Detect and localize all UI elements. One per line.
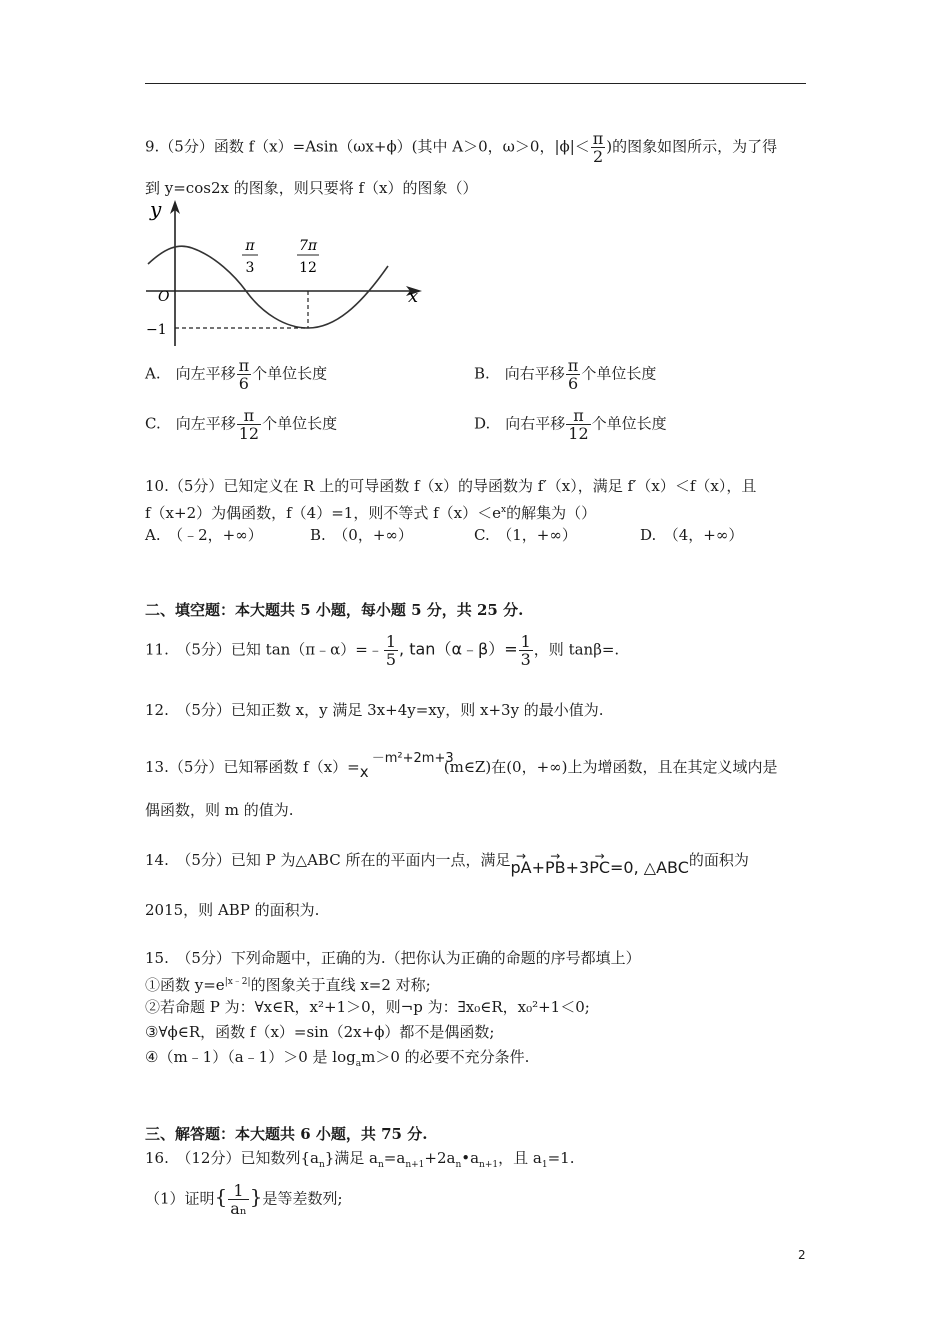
q9-line2: 到 y=cos2x 的图象，则只要将 f（x）的图象（） [145, 179, 478, 197]
q15-item1-a: ①函数 y=e [145, 976, 225, 994]
q9-optA-den: 6 [238, 374, 249, 393]
tick-7pi12-num: 7π [298, 238, 318, 254]
header-rule [145, 83, 806, 84]
q12: 12. （5分）已知正数 x，y 满足 3x+4y=xy，则 x+3y 的最小值为. [145, 701, 604, 719]
q14-vector-equation [510, 858, 688, 877]
q9-text-b: )的图象如图所示，为了得 [606, 137, 778, 156]
q9-optC-num: π [237, 407, 261, 425]
q16-frac-num: 1 [228, 1182, 248, 1200]
q15-item1 [145, 972, 431, 995]
q15-item2: ②若命题 P 为：∀x∈R，x²+1＞0，则¬p 为：∃x₀∈R，x₀²+1＜0; [145, 998, 590, 1016]
q9-optC-frac [237, 407, 261, 442]
q16-frac-den: aₙ [230, 1199, 247, 1218]
q15-item4 [145, 1047, 529, 1074]
q9-optB-suffix: 个单位长度 [581, 364, 657, 383]
q14-eq: =0, △ABC [610, 858, 689, 877]
q9-optD-den: 12 [568, 424, 589, 443]
q15-item1-exp: |x﹣2| [224, 977, 251, 987]
q10-line2 [145, 500, 596, 523]
q9-optD-prefix: D. 向右平移 [474, 414, 566, 433]
q10-line2-b: 的解集为（） [506, 504, 597, 522]
q9-sine-graph [140, 198, 425, 350]
q13-suffix: (m∈Z)在(0，+∞)上为增函数，且在其定义域内是 [443, 758, 778, 776]
neg-one-label: −1 [146, 322, 167, 338]
y-label: y [150, 198, 162, 221]
q9-optD-frac [566, 407, 590, 442]
q15-item1-b: 的图象关于直线 x=2 对称; [250, 976, 431, 994]
q15-item4-sub: a [355, 1059, 362, 1069]
q16-a: 16. （12分）已知数列{a [145, 1149, 319, 1167]
q9-line1 [145, 130, 777, 165]
q11-frac1 [384, 633, 398, 668]
x-label: x [408, 286, 419, 307]
q10-option-c: C. （1，+∞） [474, 526, 577, 544]
q10-option-b: B. （0，+∞） [310, 526, 413, 544]
q11-prefix: 11. （5分）已知 tan（π﹣α）=﹣ [145, 640, 383, 659]
q16-g: =1. [547, 1149, 575, 1167]
q9-optC-prefix: C. 向左平移 [145, 414, 236, 433]
q16-e: •a [461, 1149, 480, 1167]
q10-option-a: A. （﹣2，+∞） [145, 526, 263, 544]
q16-line1 [145, 1148, 574, 1175]
q10-line1: 10.（5分）已知定义在 R 上的可导函数 f（x）的导函数为 f′（x），满足 f′（x）＜f（x），且 [145, 477, 757, 495]
q9-text-a: 9.（5分）函数 f（x）=Asin（ωx+ϕ）(其中 A＞0，ω＞0，|ϕ|＜ [145, 137, 590, 156]
q10-line2-a: f（x+2）为偶函数，f（4）=1，则不等式 f（x）＜e [145, 504, 501, 522]
q13-line2: 偶函数，则 m 的值为. [145, 801, 294, 819]
q9-frac-num: π [592, 129, 604, 148]
section-2-heading: 二、填空题：本大题共 5 小题，每小题 5 分，共 25 分. [145, 601, 524, 619]
q9-optA-prefix: A. 向左平移 [145, 364, 236, 383]
q11-frac2-num: 1 [520, 632, 531, 651]
q11-frac1-num: 1 [385, 632, 397, 651]
q11-frac1-den: 5 [385, 650, 397, 669]
q16-c: =a [383, 1149, 406, 1167]
vector-pb: → PB [545, 858, 566, 878]
q15-item3: ③∀ϕ∈R，函数 f（x）=sin（2x+ϕ）都不是偶函数; [145, 1023, 495, 1041]
q9-optB-prefix: B. 向右平移 [474, 364, 565, 383]
q11-middle: , tan（α﹣β）= [399, 639, 518, 659]
q16-sub2: n [378, 1160, 384, 1170]
tick-pi3-num: π [245, 238, 255, 254]
q14-prefix: 14. （5分）已知 P 为△ABC 所在的平面内一点，满足 [145, 851, 511, 869]
q14-plus2: +3 [565, 858, 590, 877]
q16-sub1: n [318, 1160, 325, 1170]
tick-pi3-den: 3 [245, 260, 255, 276]
q15-line1: 15. （5分）下列命题中，正确的为.（把你认为正确的命题的序号都填上） [145, 949, 641, 967]
q11-frac2-den: 3 [520, 650, 531, 669]
q16-frac [228, 1182, 248, 1217]
q16-sub5: n+1 [479, 1160, 499, 1170]
q9-optA-num: π [238, 356, 250, 375]
q9-optC-den: 12 [238, 424, 260, 443]
q11-suffix: ，则 tanβ=. [533, 640, 620, 659]
q16-b: }满足 a [324, 1149, 378, 1167]
q16-close-brace: } [249, 1184, 263, 1209]
q13-line1 [145, 751, 778, 781]
page-number: 2 [798, 1248, 806, 1262]
q13-prefix: 13.（5分）已知幂函数 f（x）= [145, 758, 360, 776]
q9-optB-frac [566, 357, 581, 392]
q16-f: ，且 a [498, 1149, 542, 1167]
q16-d: +2a [424, 1149, 456, 1167]
q10-option-d: D. （4，+∞） [640, 526, 744, 544]
q9-option-b [474, 357, 656, 392]
q11 [145, 633, 619, 668]
q14-suffix: 的面积为 [688, 851, 749, 869]
q9-option-d [474, 407, 667, 442]
q9-optB-num: π [567, 356, 579, 375]
q9-optB-den: 6 [567, 374, 579, 393]
q9-optC-suffix: 个单位长度 [262, 414, 338, 433]
q13-base: x [359, 763, 369, 781]
sine-curve [148, 246, 388, 328]
q16-open-brace: { [214, 1184, 228, 1209]
q15-item4-b: m＞0 的必要不充分条件. [361, 1048, 530, 1066]
q9-option-c [145, 407, 337, 442]
tick-7pi12-den: 12 [299, 260, 317, 276]
q14-line2: 2015，则 ABP 的面积为. [145, 901, 320, 919]
q9-optD-suffix: 个单位长度 [591, 414, 667, 433]
origin-label: O [158, 289, 170, 305]
q9-optA-suffix: 个单位长度 [252, 364, 328, 383]
q13-power [359, 751, 454, 781]
q9-frac-den: 2 [592, 147, 604, 166]
q9-option-a [145, 357, 327, 392]
q16-sub3: n+1 [405, 1160, 425, 1170]
vector-pa: → pA [510, 858, 531, 878]
q11-frac2 [519, 633, 533, 668]
q16-part1-prefix: （1）证明 [145, 1189, 215, 1208]
q14-line1 [145, 850, 749, 877]
q14-plus1: + [531, 858, 545, 877]
q16-part1-suffix: 是等差数列; [262, 1189, 343, 1208]
q16-part1 [145, 1182, 343, 1217]
q15-item4-a: ④（m﹣1）（a﹣1）＞0 是 log [145, 1048, 356, 1066]
q9-optD-num: π [566, 407, 590, 425]
q16-sub6: 1 [541, 1160, 548, 1170]
q9-fraction [591, 130, 606, 165]
q16-sub4: n [455, 1160, 462, 1170]
q10-exp: x [501, 505, 507, 515]
q13-exponent: －m²+2m+3 [371, 751, 454, 766]
section-3-heading: 三、解答题：本大题共 6 小题，共 75 分. [145, 1125, 428, 1143]
vector-pc: → PC [589, 858, 610, 878]
q9-optA-frac [237, 357, 252, 392]
